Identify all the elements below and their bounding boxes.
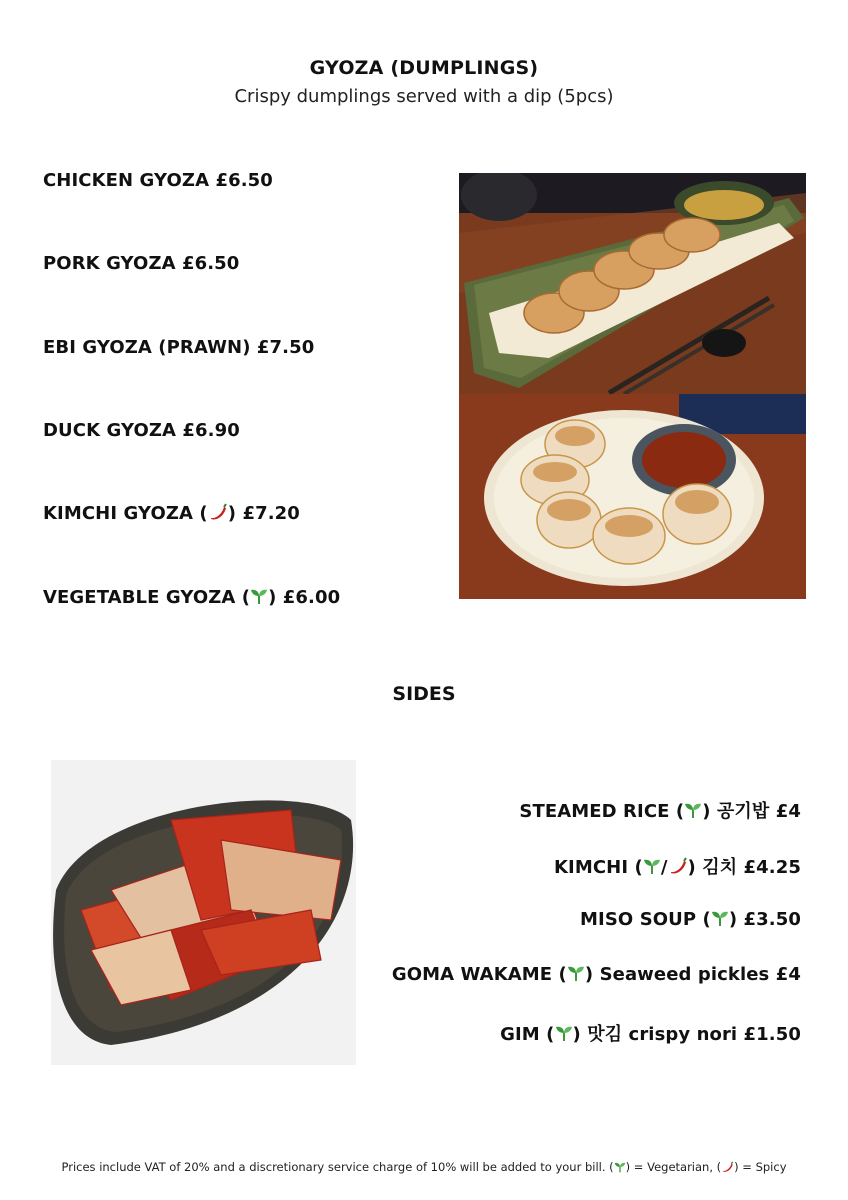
section-subtitle-gyoza: Crispy dumplings served with a dip (5pcs) — [234, 86, 614, 107]
menu-item-ebi-gyoza: EBI GYOZA (PRAWN) £7.50 — [43, 337, 315, 358]
footer-veg-label: ) = Vegetarian, ( — [625, 1160, 722, 1174]
sprout-icon — [250, 587, 268, 610]
menu-item-miso-soup — [580, 909, 801, 932]
chili-icon — [208, 503, 228, 526]
menu-item-kimchi — [554, 853, 801, 880]
sprout-icon — [614, 1161, 626, 1176]
item-price: ) 김치 £4.25 — [687, 857, 801, 878]
item-name: MISO SOUP ( — [580, 909, 711, 930]
footer-text: Prices include VAT of 20% and a discretionary service charge of 10% will be added to your bill. ( — [61, 1160, 614, 1174]
sprout-icon — [643, 857, 661, 880]
menu-item-goma-wakame — [392, 964, 801, 987]
item-price: ) 맛김 crispy nori £1.50 — [572, 1024, 801, 1045]
item-price: ) 공기밥 £4 — [702, 801, 801, 822]
sprout-icon — [684, 801, 702, 824]
item-name: KIMCHI GYOZA ( — [43, 503, 208, 524]
sprout-icon — [567, 964, 585, 987]
chili-icon — [721, 1161, 734, 1176]
footer-spicy-label: ) = Spicy — [734, 1160, 787, 1174]
photo-gyoza-rectangular-plate — [459, 173, 806, 394]
section-title-sides: SIDES — [392, 683, 456, 705]
menu-item-duck-gyoza: DUCK GYOZA £6.90 — [43, 420, 240, 441]
section-title-gyoza: GYOZA (DUMPLINGS) — [309, 57, 539, 79]
photo-gyoza-round-plate — [459, 394, 806, 599]
footer-note — [0, 1160, 848, 1176]
item-name: KIMCHI ( — [554, 857, 643, 878]
item-name: VEGETABLE GYOZA ( — [43, 587, 251, 608]
item-name: GIM ( — [500, 1024, 555, 1045]
menu-item-steamed-rice — [519, 797, 801, 824]
item-price: ) £7.20 — [227, 503, 300, 524]
menu-item-kimchi-gyoza — [43, 503, 300, 526]
separator: / — [660, 857, 668, 878]
sprout-icon — [555, 1024, 573, 1047]
menu-item-vegetable-gyoza — [43, 587, 340, 610]
menu-item-chicken-gyoza: CHICKEN GYOZA £6.50 — [43, 170, 273, 191]
item-name: GOMA WAKAME ( — [391, 964, 567, 985]
photo-kimchi — [51, 760, 356, 1065]
menu-item-gim — [500, 1020, 801, 1047]
item-name: STEAMED RICE ( — [519, 801, 685, 822]
sprout-icon — [711, 909, 729, 932]
item-price: ) £3.50 — [728, 909, 801, 930]
item-price: ) £6.00 — [268, 587, 341, 608]
chili-icon — [668, 857, 688, 880]
item-price: ) Seaweed pickles £4 — [584, 964, 801, 985]
menu-item-pork-gyoza: PORK GYOZA £6.50 — [43, 253, 240, 274]
